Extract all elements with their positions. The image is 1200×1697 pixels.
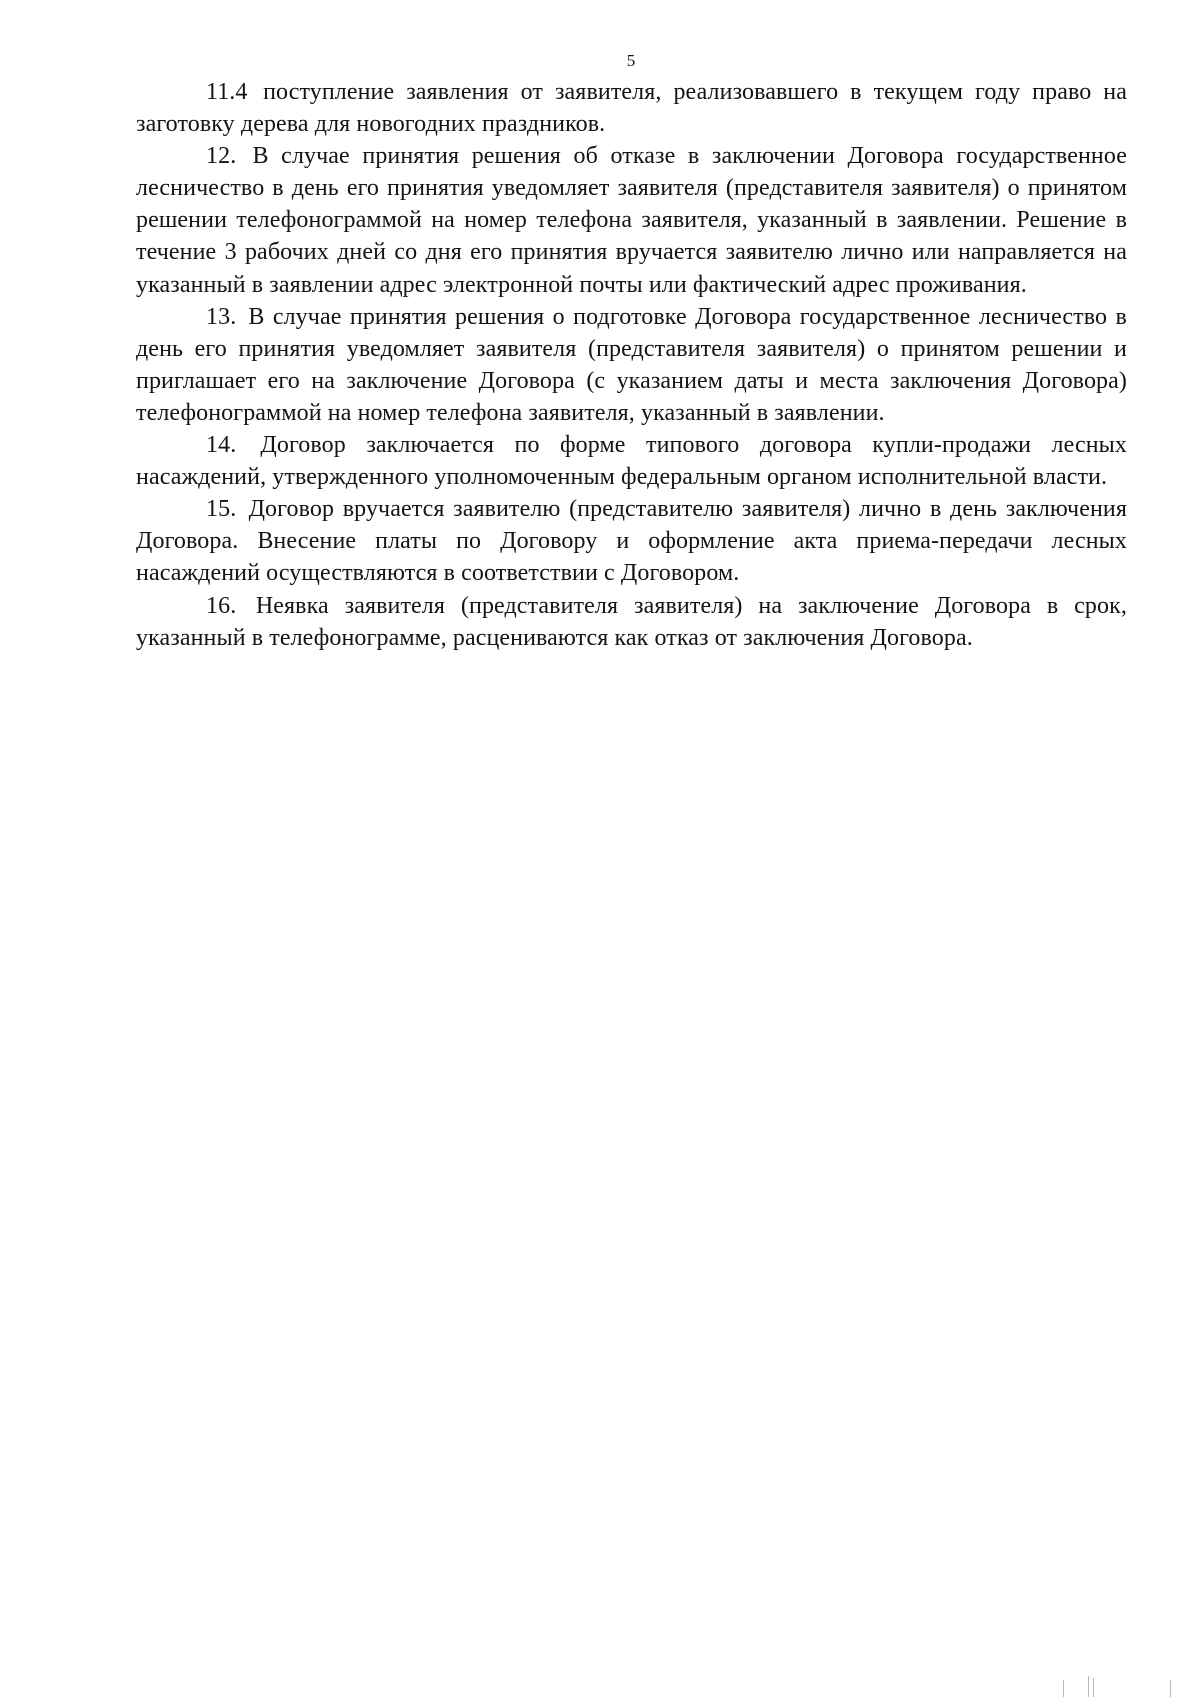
paragraph-14 — [136, 429, 1127, 493]
page-number: 5 — [626, 51, 636, 70]
scan-artifact — [1170, 1680, 1171, 1697]
paragraph-text: В случае принятия решения об отказе в заключении Договора государственное лесничество в день его принятия уведомляет заявителя (представителя заявителя) о принятом решении телефонограммой на номер телефона заявителя, указанный в заявлении. Решение в течение 3 рабочих дней со дня его принятия вручается заявителю лично или направляется на указанный в заявлении адрес электронной почты или фактический адрес проживания. — [136, 143, 1128, 298]
scan-artifact — [1063, 1680, 1064, 1697]
paragraph-text: Неявка заявителя (представителя заявителя) на заключение Договора в срок, указанный в телефонограмме, расцениваются как отказ от заключения Договора. — [136, 592, 1127, 651]
scan-artifact — [1088, 1676, 1089, 1697]
paragraph-text: поступление заявления от заявителя, реализовавшего в текущем году право на заготовку дерева для новогодних праздников. — [136, 79, 1127, 138]
paragraph-16 — [136, 590, 1127, 654]
paragraph-11-4 — [136, 76, 1127, 140]
paragraph-text: Договор заключается по форме типового договора купли-продажи лесных насаждений, утвержденного уполномоченным федеральным органом исполнительной власти. — [136, 432, 1127, 491]
paragraph-number: 12. — [206, 143, 237, 170]
paragraph-12 — [136, 140, 1127, 300]
paragraph-number: 11.4 — [206, 79, 248, 105]
scan-artifact — [1093, 1678, 1094, 1697]
paragraph-text: В случае принятия решения о подготовке Договора государственное лесничество в день его принятия уведомляет заявителя (представителя заявителя) о принятом решении и приглашает его на заключение Договора (с указанием даты и места заключения Договора) телефонограммой на номер телефона заявителя, указанный в заявлении. — [136, 303, 1127, 426]
paragraph-number: 16. — [206, 592, 237, 619]
document-body — [136, 76, 1127, 654]
paragraph-15 — [136, 493, 1127, 589]
paragraph-number: 15. — [206, 496, 237, 523]
paragraph-13 — [136, 301, 1127, 429]
paragraph-number: 14. — [206, 432, 237, 459]
paragraph-number: 13. — [206, 303, 237, 330]
paragraph-text: Договор вручается заявителю (представителю заявителя) лично в день заключения Договора. Внесение платы по Договору и оформление акта приема-передачи лесных насаждений осуществляются в соответствии с Договором. — [136, 496, 1127, 587]
